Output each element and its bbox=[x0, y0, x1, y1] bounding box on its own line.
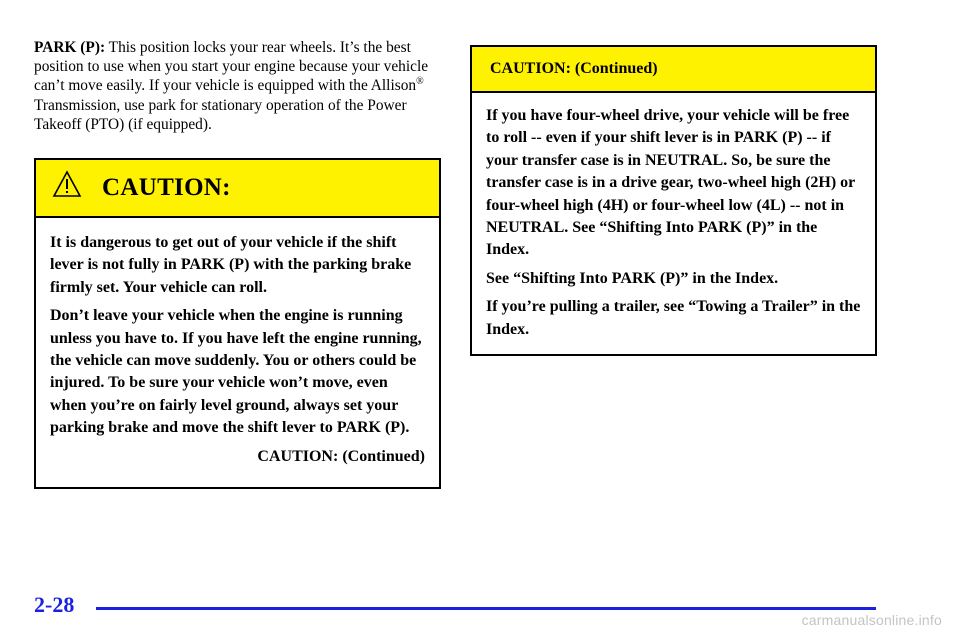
warning-triangle-icon bbox=[52, 170, 82, 198]
intro-paragraph bbox=[34, 38, 440, 134]
caution-continued-header bbox=[472, 47, 875, 93]
page-number: 2-28 bbox=[34, 592, 75, 617]
caution-continued-label: CAUTION: (Continued) bbox=[257, 447, 425, 465]
caution-continued-box bbox=[470, 45, 877, 356]
caution-continued-body bbox=[472, 93, 875, 341]
caution-paragraph: It is dangerous to get out of your vehicle if the shift lever is not fully in PARK (P) with the parking brake firmly set. Your vehicle can roll. bbox=[50, 234, 412, 296]
park-lead: PARK (P): bbox=[34, 39, 106, 56]
caution-paragraph: See “Shifting Into PARK (P)” in the Index. bbox=[486, 269, 779, 287]
footer-rule bbox=[96, 607, 876, 610]
watermark-text: carmanualsonline.info bbox=[801, 612, 942, 628]
intro-text-1: This position locks your rear wheels. It’s the best position to use when you start your engine because your vehicle can’t move easily. If your vehicle is equipped with the Allison bbox=[34, 39, 429, 95]
intro-text-2: Transmission, use park for stationary operation of the Power Takeoff (PTO) (if equipped). bbox=[34, 96, 407, 133]
caution-paragraph: If you have four-wheel drive, your vehicle will be free to roll -- even if your shift lever is in PARK (P) -- if your transfer case is in NEUTRAL. So, be sure the transfer case is in a drive gear, two-wheel high (2H) or four-wheel high (4H) or four-wheel low (4L) -- not in NEUTRAL. See “Shifting Into PARK (P)” in the Index. bbox=[486, 107, 855, 259]
caution-body bbox=[36, 218, 439, 468]
caution-title: CAUTION: bbox=[102, 174, 231, 201]
caution-box bbox=[34, 158, 441, 489]
caution-continued-title: CAUTION: (Continued) bbox=[490, 60, 658, 77]
registered-mark: ® bbox=[416, 76, 424, 88]
caution-paragraph: Don’t leave your vehicle when the engine is running unless you have to. If you have left the engine running, the vehicle can move suddenly. You or others could be injured. To be sure your vehicle won’t move, even when you’re on fairly level ground, always set your parking brake and move the shift lever to PARK (P). bbox=[50, 307, 422, 437]
caution-header bbox=[36, 160, 439, 218]
caution-paragraph: If you’re pulling a trailer, see “Towing a Trailer” in the Index. bbox=[486, 298, 861, 338]
